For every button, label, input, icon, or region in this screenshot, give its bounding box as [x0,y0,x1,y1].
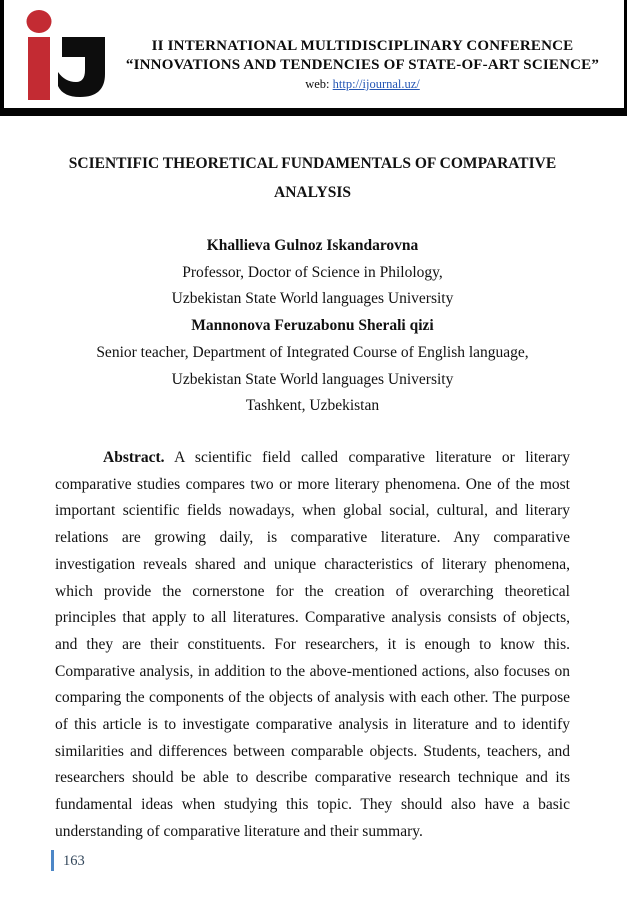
author-1-position: Professor, Doctor of Science in Philology, [182,263,443,281]
author-name-1: Khallieva Gulnoz Iskandarovna [206,237,419,254]
ijournal-logo [10,6,106,104]
abstract-text: A scientific field called comparative literature or literary comparative studies compares two or more literary phenomena. One of the most important scientific fields nowadays, when global social, cultural, and literary relations are growing daily, is comparative literature. Any comparative investigation reveals shared and unique characteristics of literary phenomena, which provide the cornerstone for the creation of overarching theoretical principles that apply to all literatures. Comparative analysis consists of objects, and they are their constituents. For researchers, it is enough to know this. Comparative analysis, in addition to the above-mentioned actions, also focuses on comparing the components of the objects of analysis with each other. The purpose of this article is to investigate comparative analysis in literature and to identify similarities and differences between comparable objects. Students, teachers, and researchers should be able to describe comparative research technique and its fundamental ideas when studying this topic. They should also have a basic understanding of comparative literature and their summary. [55,449,570,840]
author-1-affiliation: Uzbekistan State World languages University [171,290,454,308]
paper-title [55,149,570,207]
ijournal-logo-icon [10,6,106,104]
author-2-position: Senior teacher, Department of Integrated Course of English language, [96,343,529,361]
header-left-border [0,0,4,112]
authors-block [55,233,570,420]
journal-url-link[interactable]: http://ijournal.uz/ [332,77,420,91]
page-number: 163 [63,853,85,869]
author-2-affiliation: Uzbekistan State World languages University [171,370,454,388]
paper-title-line2: ANALYSIS [274,184,351,201]
web-label: web: [305,77,330,91]
author-name-2: Mannonova Feruzabonu Sherali qizi [191,317,434,335]
conference-header [104,37,621,92]
paper-title-line1: SCIENTIFIC THEORETICAL FUNDAMENTALS OF COMPARATIVE [68,155,557,172]
page-number-bar [51,850,54,871]
authors-location: Tashkent, Uzbekistan [245,397,380,415]
conference-title-line2: “INNOVATIONS AND TENDENCIES OF STATE-OF-ART SCIENCE” [125,56,600,73]
conference-title-line1: II INTERNATIONAL MULTIDISCIPLINARY CONFERENCE [151,38,574,54]
web-line [104,76,621,92]
abstract-label: Abstract. [103,449,165,466]
abstract-section [55,445,570,846]
abstract-paragraph [55,445,570,846]
header-divider-bar [0,108,627,116]
